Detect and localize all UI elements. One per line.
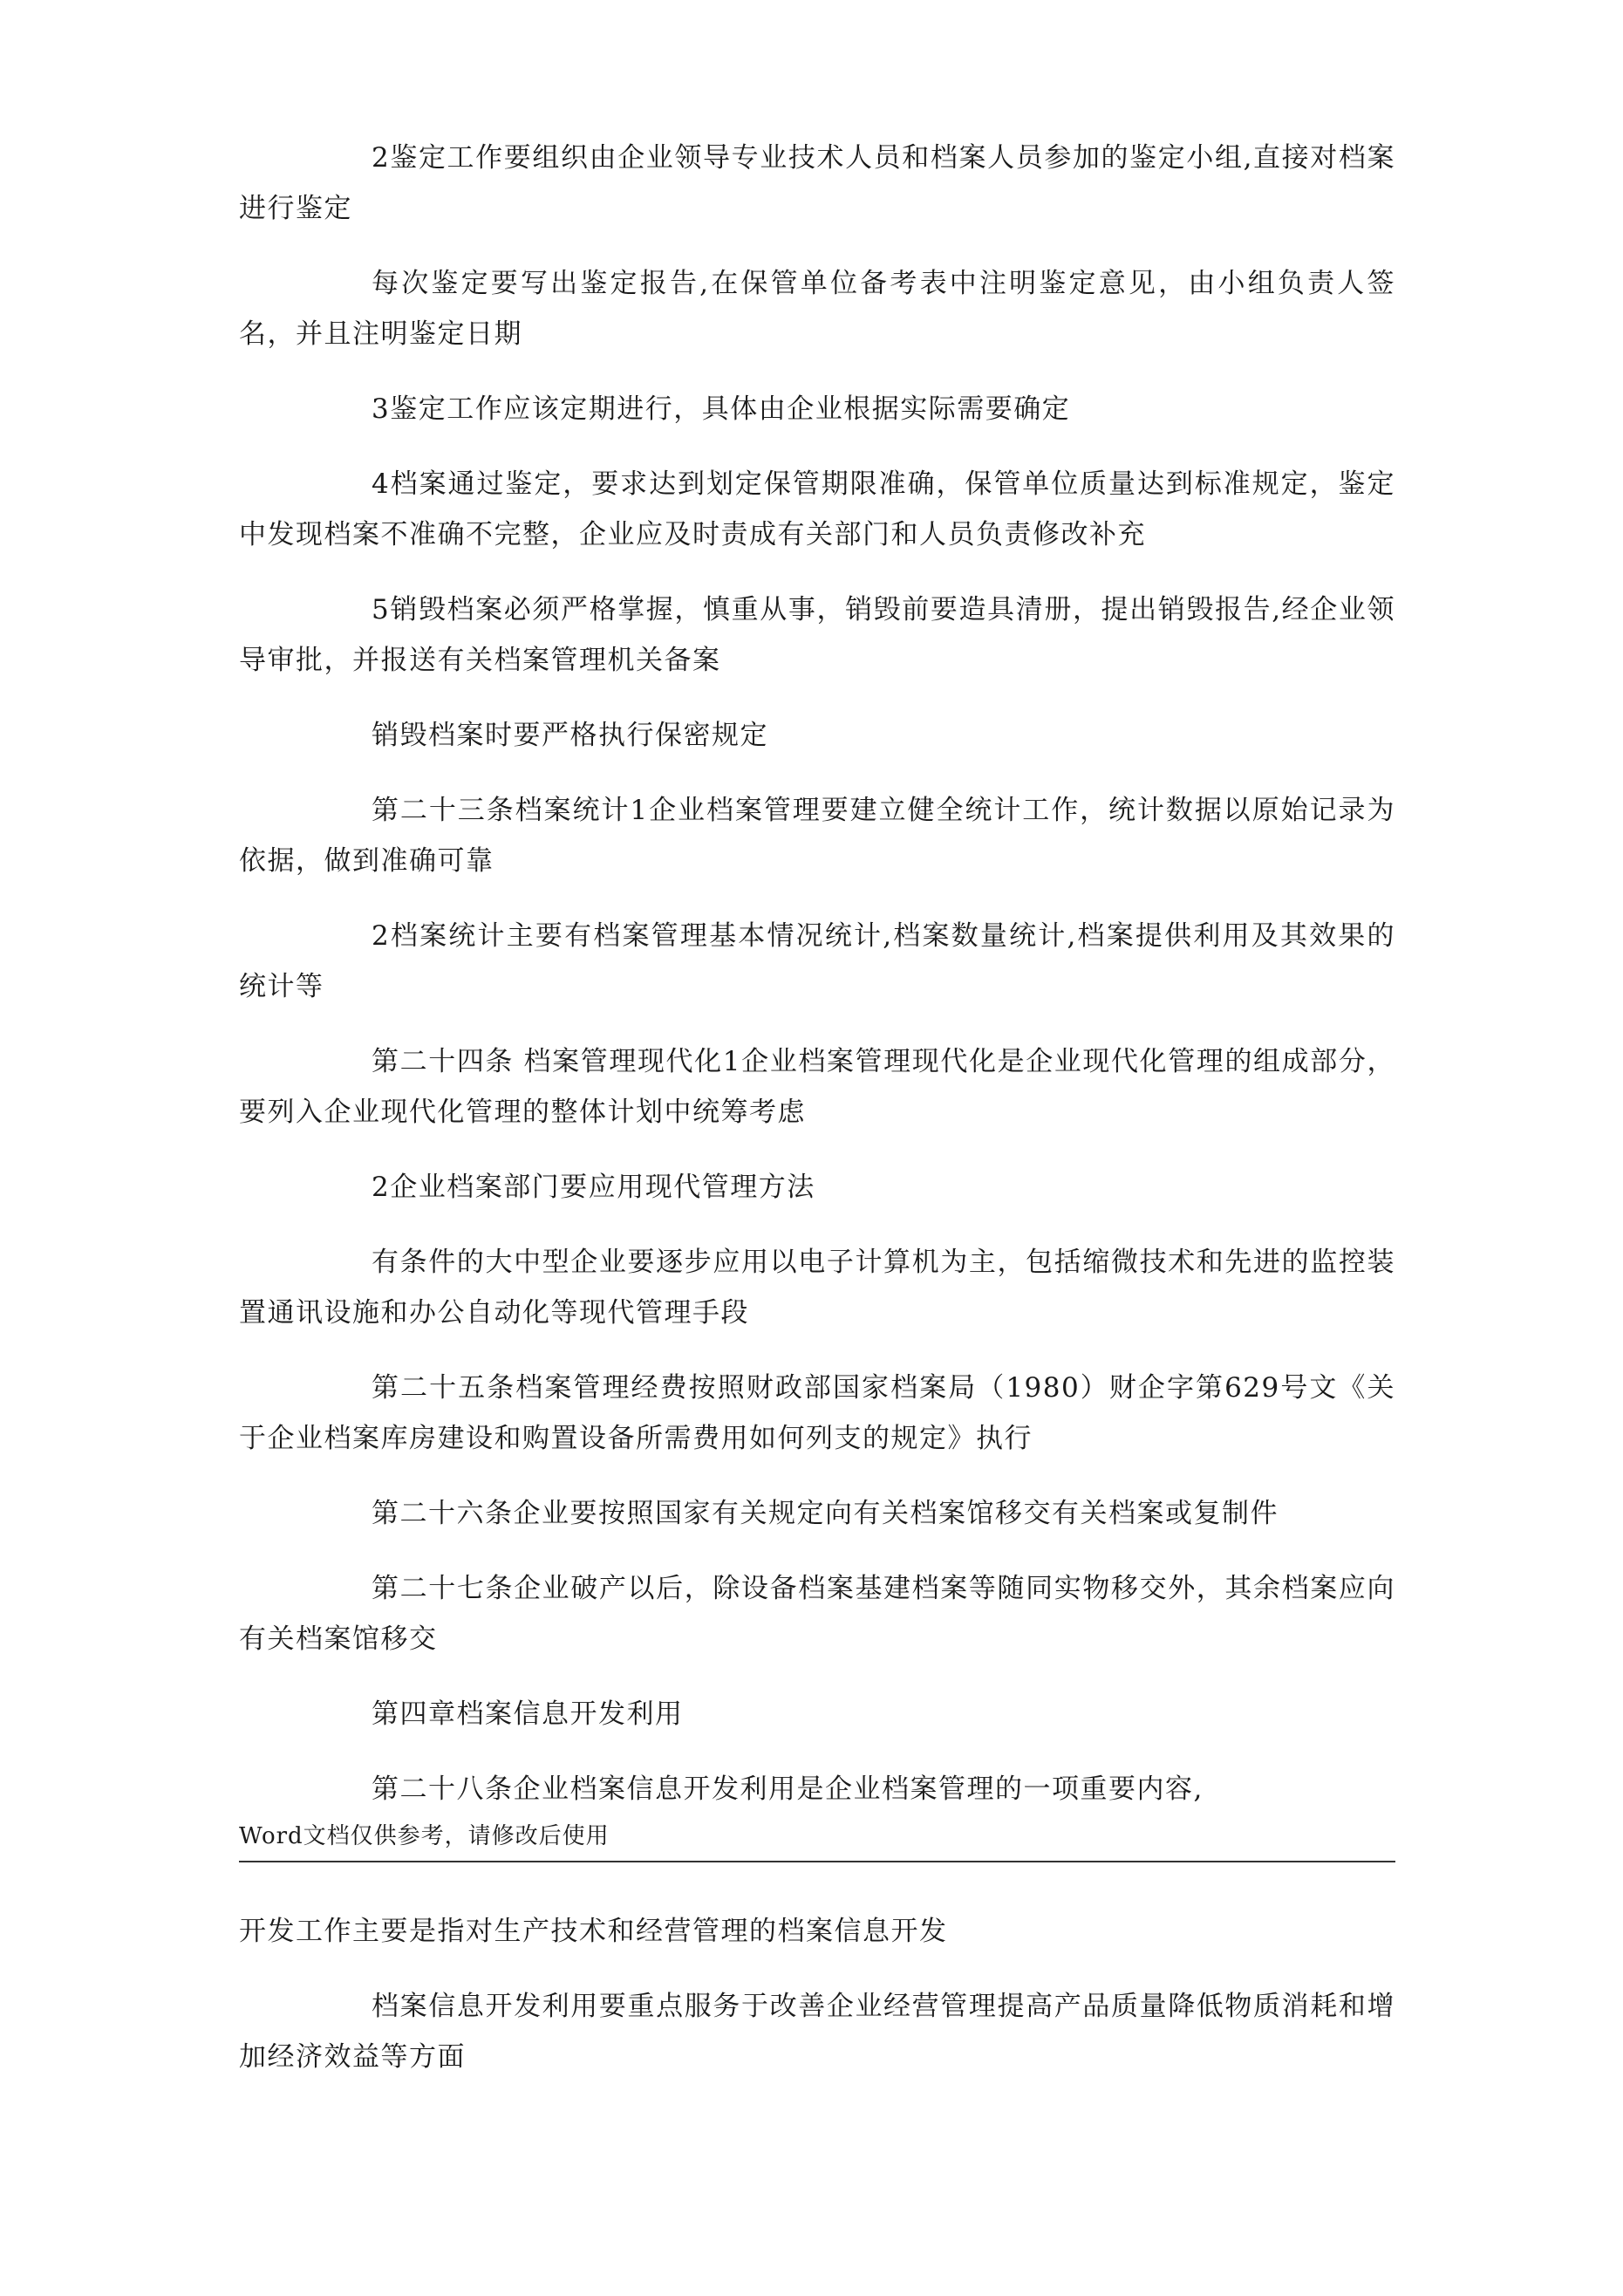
page-two-body: [239, 1906, 1395, 2107]
paragraph-article-25: 第二十五条档案管理经费按照财政部国家档案局（1980）财企字第629号文《关于企业档案库房建设和购置设备所需费用如何列支的规定》执行: [239, 1372, 1395, 1454]
paragraph-article-27: 第二十七条企业破产以后，除设备档案基建档案等随同实物移交外，其余档案应向有关档案馆移交: [239, 1573, 1395, 1655]
paragraph-destruction-secrecy: 销毁档案时要严格执行保密规定: [372, 720, 768, 751]
page-footer: [239, 1819, 1395, 1862]
page-one-body: [239, 133, 1395, 1839]
paragraph-appraisal-4: 4档案通过鉴定，要求达到划定保管期限准确，保管单位质量达到标准规定，鉴定中发现档案不准确不完整，企业应及时责成有关部门和人员负责修改补充: [239, 468, 1395, 550]
paragraph-computer-use: 有条件的大中型企业要逐步应用以电子计算机为主，包括缩微技术和先进的监控装置通讯设施和办公自动化等现代管理手段: [239, 1247, 1395, 1329]
paragraph-article-23: 第二十三条档案统计1企业档案管理要建立健全统计工作，统计数据以原始记录为依据，做到准确可靠: [239, 795, 1395, 877]
paragraph-statistics-2: 2档案统计主要有档案管理基本情况统计,档案数量统计,档案提供利用及其效果的统计等: [239, 920, 1395, 1002]
paragraph-article-28: 第二十八条企业档案信息开发利用是企业档案管理的一项重要内容,: [372, 1773, 1204, 1805]
paragraph-appraisal-report: 每次鉴定要写出鉴定报告,在保管单位备考表中注明鉴定意见，由小组负责人签名，并且注明鉴定日期: [239, 268, 1395, 350]
footer-note: Word文档仅供参考，请修改后使用: [239, 1823, 610, 1849]
paragraph-appraisal-2: 2鉴定工作要组织由企业领导专业技术人员和档案人员参加的鉴定小组,直接对档案进行鉴定: [239, 142, 1395, 224]
paragraph-continuation: 开发工作主要是指对生产技术和经营管理的档案信息开发: [239, 1916, 948, 1947]
chapter-four-heading: 第四章档案信息开发利用: [372, 1698, 684, 1730]
paragraph-service-focus: 档案信息开发利用要重点服务于改善企业经营管理提高产品质量降低物质消耗和增加经济效益等方面: [239, 1991, 1395, 2073]
paragraph-appraisal-3: 3鉴定工作应该定期进行，具体由企业根据实际需要确定: [372, 393, 1071, 425]
paragraph-appraisal-5: 5销毁档案必须严格掌握，慎重从事，销毁前要造具清册，提出销毁报告,经企业领导审批，并报送有关档案管理机关备案: [239, 594, 1395, 676]
paragraph-modern-methods: 2企业档案部门要应用现代管理方法: [372, 1172, 815, 1203]
paragraph-article-24: 第二十四条 档案管理现代化1企业档案管理现代化是企业现代化管理的组成部分，要列入企业现代化管理的整体计划中统筹考虑: [239, 1046, 1395, 1128]
paragraph-article-26: 第二十六条企业要按照国家有关规定向有关档案馆移交有关档案或复制件: [372, 1498, 1279, 1529]
